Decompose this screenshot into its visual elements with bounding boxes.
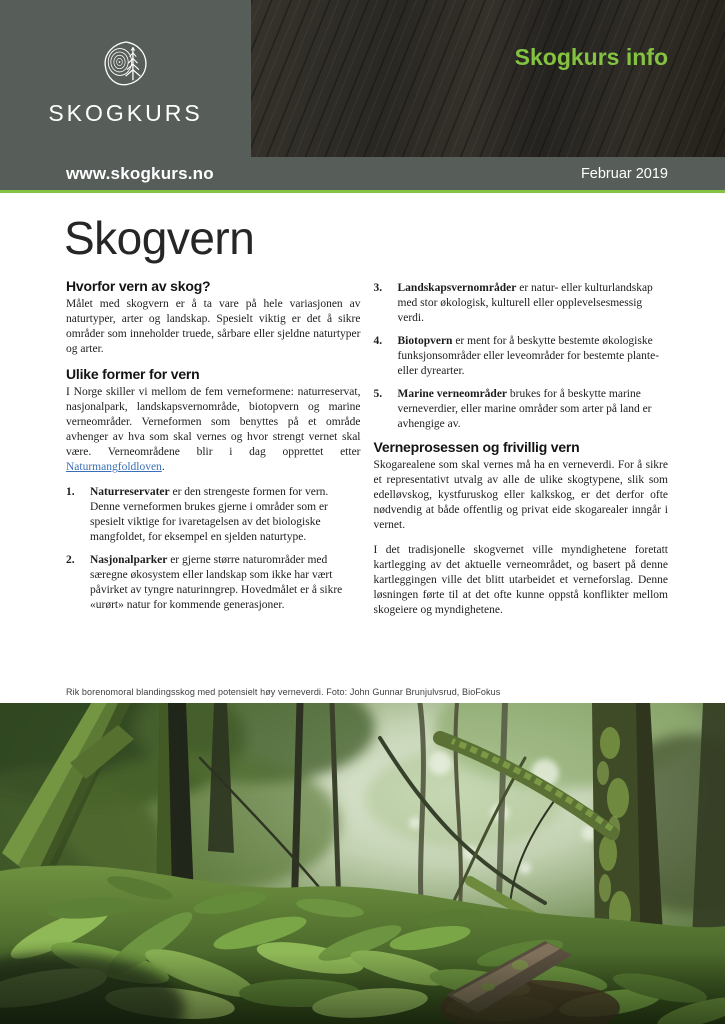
section-heading: Ulike former for vern [66,366,200,383]
section-protection-forms [66,367,361,475]
section-paragraph: I det tradisjonelle skogvernet ville myndighetene foretatt kartlegging av det aktuelle verneområdet, og basert på denne kartleggingen ville det blitt utarbeidet et verneforslag. Denne løsningen førte til at det ofte kunne oppstå konflikter mellom skogeiere og myndighetene. [373,544,668,617]
section-process [374,440,669,618]
info-bar [0,157,725,190]
brand-wordmark: SKOGKURS [48,99,203,126]
forest-photo [0,703,725,1024]
list-item: 1. Naturreservater er den strengeste formen for vern. Denne verneformen brukes gjerne i områder som er spesielt viktige for ivaretagelsen av det biologiske mangfoldet, for eksempel en sjelden naturtype. [66,486,329,544]
section-heading: Verneprosessen og frivillig vern [373,439,580,456]
section-paragraph: Skogarealene som skal vernes må ha en verneverdi. For å sikre et representativt utvalg av alle de ulike skogtypene, slik som edelløvskog, kystfuruskog eller kalkskog, er det derfor ofte nødvendig at både offentlig og privat eide skogarealer inngår i vernet. [373,459,668,532]
right-column [374,279,669,628]
list-item: 5. Marine verneområder brukes for å beskytte marine verneverdier, eller marine områder som arter på land er avhengige av. [373,388,652,431]
issue-label: Skogkurs info [514,44,668,70]
naturmangfoldloven-link[interactable]: Naturmangfoldloven [66,461,162,474]
masthead [0,0,725,157]
list-item: 3. Landskapsvernområder er natur- eller kulturlandskap med stor økologisk, kulturell eller opplevelsesmessig verdi. [373,282,653,325]
section-why-protect [66,279,361,357]
section-heading: Hvorfor vern av skog? [66,278,211,295]
left-column [66,279,361,628]
protection-forms-list [66,485,361,613]
masthead-wood-banner [251,0,725,157]
section-paragraph: I Norge skiller vi mellom de fem verneformene: naturreservat, nasjonalpark, landskapsvernområde, biotopvern og marine verneområder. Verneformen som benyttes på et område avhenger av hva som skal vernes og hvor strengt vernet skal være. Verneområdene blir i dag opprettet etter Naturmangfoldloven. [66,386,361,474]
two-column-layout [66,279,668,628]
page-title: Skogvern [64,212,255,264]
article-body [0,193,725,703]
list-item: 4. Biotopvern er ment for å beskytte bestemte økologiske funksjonsområder eller leveområder for bestemte plante- eller dyrearter. [373,335,660,378]
website-url: www.skogkurs.no [66,163,214,183]
issue-date: Februar 2019 [580,165,668,182]
section-paragraph: Målet med skogvern er å ta vare på hele variasjonen av naturtyper, arter og landskap. Spesielt viktig er det å sikre områder som inneholder truede, sårbare eller sjeldne naturtyper og arter. [66,298,361,356]
list-item: 2. Nasjonalparker er gjerne større naturområder med særegne økosystem eller landskap som ikke har vært påvirket av tyngre naturinngrep. Hovedmålet er å sikre «urørt» natur for kommende generasjoner. [66,554,343,612]
protection-forms-list-continued [374,281,669,432]
tree-rings-logo-icon [100,37,152,93]
photo-caption: Rik borenomoral blandingsskog med potensielt høy verneverdi. Foto: John Gunnar Brunjulvsrud, BioFokus [66,687,501,697]
masthead-logo-panel [0,0,251,157]
